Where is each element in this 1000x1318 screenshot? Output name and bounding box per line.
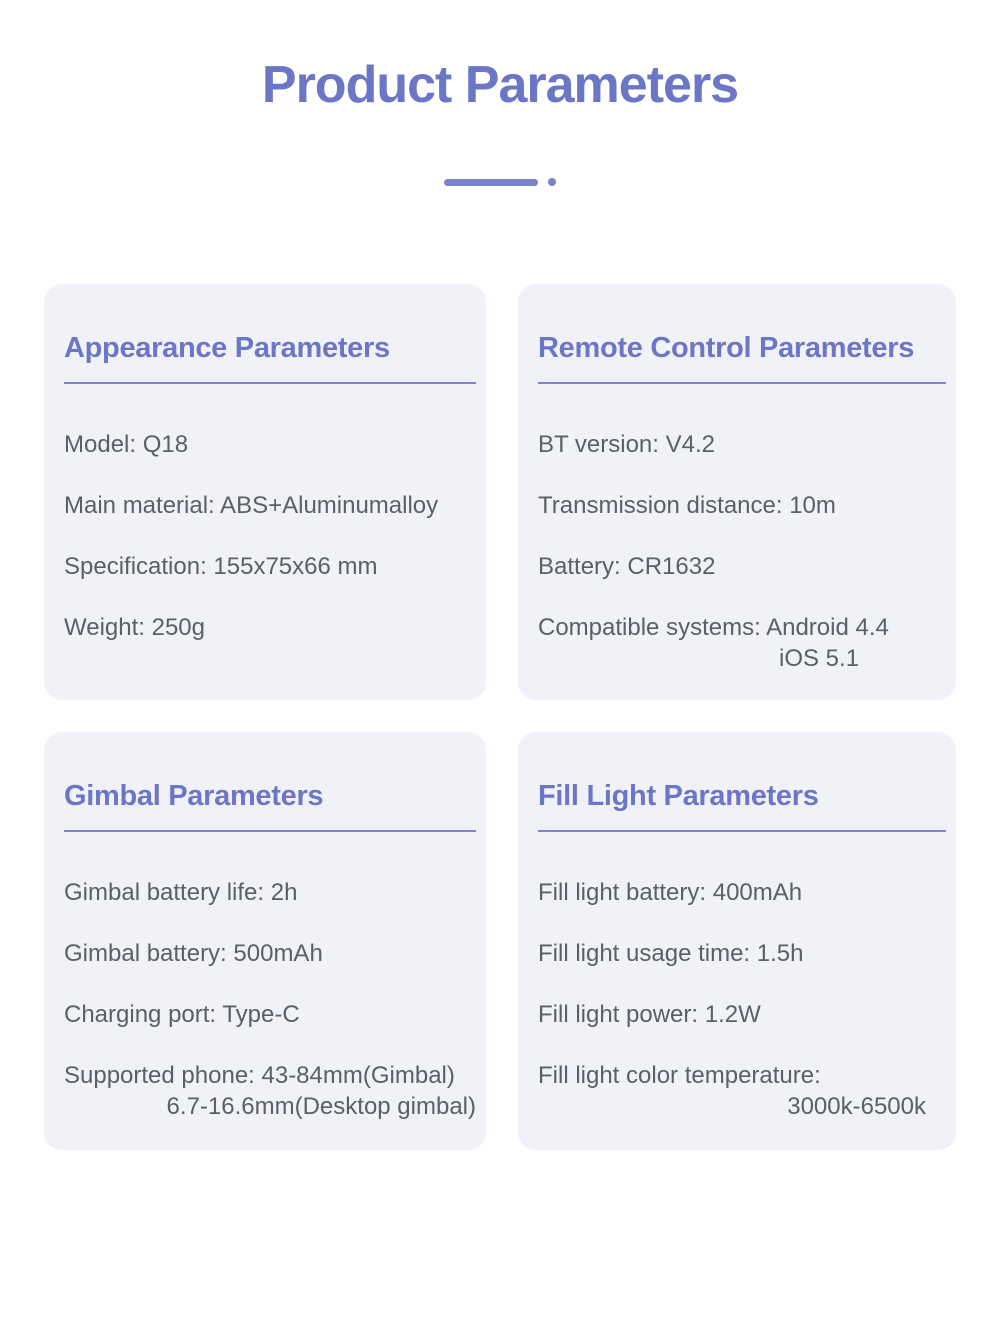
- spec-item-supported-phone: [64, 1060, 476, 1122]
- spec-line: BT version: V4.2: [538, 431, 715, 458]
- spec-line: Fill light power: 1.2W: [538, 1001, 761, 1028]
- card-title-underline: [538, 830, 946, 832]
- spec-item-fill-light-usage-time: [538, 938, 946, 969]
- card-title: Appearance Parameters: [64, 332, 390, 364]
- spec-list: [538, 877, 946, 1122]
- spec-item-weight: [64, 612, 476, 643]
- page-title: Product Parameters: [261, 56, 739, 114]
- spec-item-transmission-distance: [538, 490, 946, 521]
- card-title: Remote Control Parameters: [538, 332, 915, 364]
- spec-line: Compatible systems: Android 4.4: [538, 614, 889, 641]
- card-title-underline: [538, 382, 946, 384]
- spec-list: [538, 429, 946, 674]
- card-remote-control-parameters: [518, 284, 956, 700]
- spec-list: [64, 429, 476, 643]
- spec-item-charging-port: [64, 999, 476, 1030]
- spec-item-material: [64, 490, 476, 521]
- spec-line: Main material: ABS+Aluminumalloy: [64, 492, 439, 519]
- spec-line: Weight: 250g: [64, 614, 205, 641]
- card-title-underline: [64, 382, 476, 384]
- spec-item-fill-light-color-temperature: [538, 1060, 946, 1122]
- spec-item-gimbal-battery-life: [64, 877, 476, 908]
- card-gimbal-parameters: [44, 732, 486, 1150]
- spec-item-model: [64, 429, 476, 460]
- spec-item-gimbal-battery: [64, 938, 476, 969]
- spec-item-bt-version: [538, 429, 946, 460]
- spec-line: 3000k-6500k: [787, 1093, 926, 1120]
- spec-item-battery: [538, 551, 946, 582]
- card-fill-light-parameters: [518, 732, 956, 1150]
- spec-line: Battery: CR1632: [538, 553, 716, 580]
- spec-item-fill-light-power: [538, 999, 946, 1030]
- spec-line: 6.7-16.6mm(Desktop gimbal): [166, 1093, 476, 1120]
- parameter-cards-grid: [44, 284, 1000, 1150]
- card-title: Gimbal Parameters: [64, 780, 324, 812]
- spec-line: Gimbal battery life: 2h: [64, 879, 298, 906]
- spec-item-fill-light-battery: [538, 877, 946, 908]
- spec-item-compatible-systems: [538, 612, 946, 674]
- title-divider: [0, 178, 1000, 186]
- spec-line: iOS 5.1: [779, 645, 860, 672]
- divider-dot: [548, 178, 556, 186]
- card-title: Fill Light Parameters: [538, 780, 819, 812]
- card-appearance-parameters: [44, 284, 486, 700]
- card-title-underline: [64, 830, 476, 832]
- spec-line: Transmission distance: 10m: [538, 492, 836, 519]
- spec-line: Charging port: Type-C: [64, 1001, 300, 1028]
- spec-line: Fill light battery: 400mAh: [538, 879, 803, 906]
- spec-line: Specification: 155x75x66 mm: [64, 553, 378, 580]
- spec-item-specification: [64, 551, 476, 582]
- spec-line: Fill light usage time: 1.5h: [538, 940, 804, 967]
- spec-line: Gimbal battery: 500mAh: [64, 940, 323, 967]
- spec-list: [64, 877, 476, 1122]
- divider-line: [444, 179, 538, 186]
- spec-line: Supported phone: 43-84mm(Gimbal): [64, 1062, 455, 1089]
- spec-line: Fill light color temperature:: [538, 1062, 821, 1089]
- spec-line: Model: Q18: [64, 431, 189, 458]
